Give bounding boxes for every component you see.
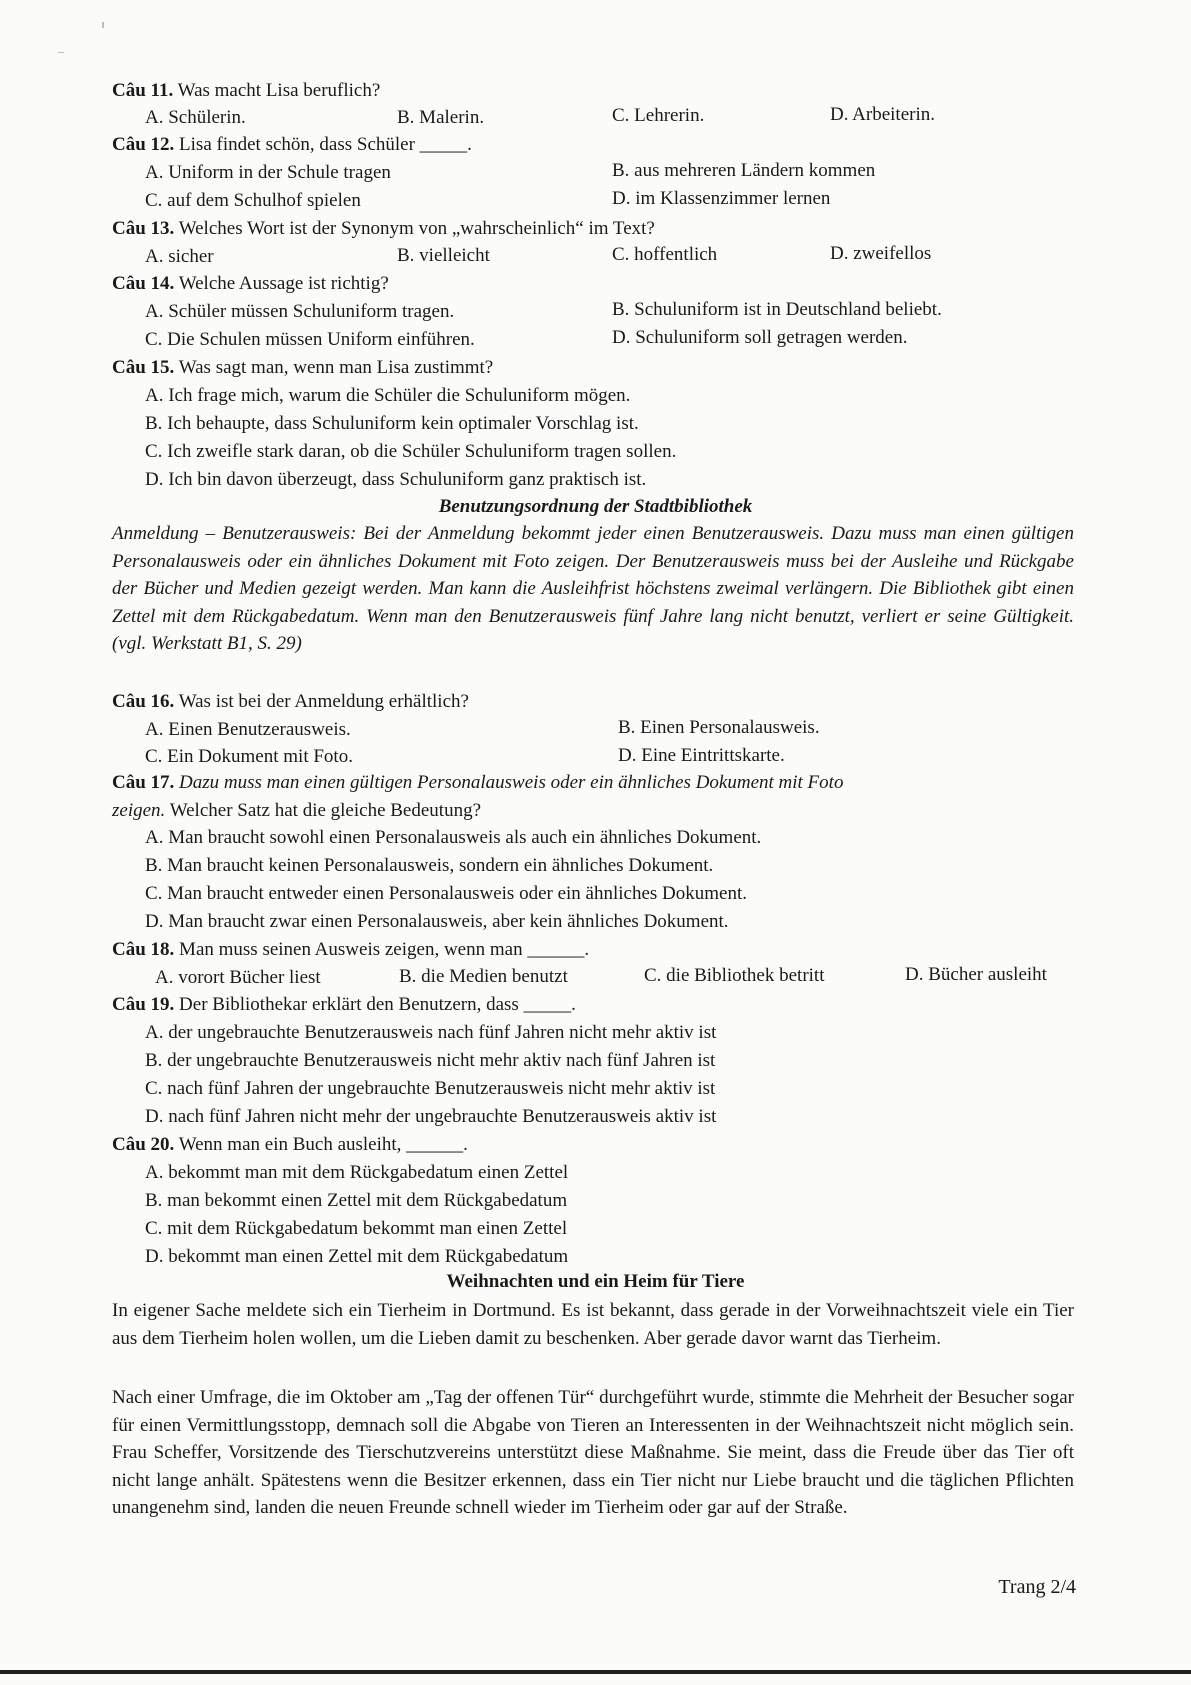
q12-option-d: D. im Klassenzimmer lernen: [612, 188, 831, 209]
scan-mark: [58, 52, 64, 53]
scan-edge: [0, 1670, 1191, 1674]
q12-option-a: A. Uniform in der Schule tragen: [145, 162, 391, 183]
q11-option-b: B. Malerin.: [397, 107, 485, 128]
q14-option-c: C. Die Schulen müssen Uniform einführen.: [145, 329, 475, 350]
q19-option-a: A. der ungebrauchte Benutzerausweis nach fünf Jahren nicht mehr aktiv ist: [145, 1022, 717, 1043]
q15-option-a: A. Ich frage mich, warum die Schüler die Schuluniform mögen.: [145, 385, 631, 406]
q11-option-a: A. Schülerin.: [145, 107, 246, 128]
q13-option-b: B. vielleicht: [397, 245, 490, 266]
q17-option-a: A. Man braucht sowohl einen Personalausweis als auch ein ähnliches Dokument.: [145, 827, 762, 848]
q12-option-c: C. auf dem Schulhof spielen: [145, 190, 361, 211]
q13-option-c: C. hoffentlich: [612, 244, 718, 265]
q20-option-a: A. bekommt man mit dem Rückgabedatum einen Zettel: [145, 1162, 569, 1183]
q18-option-a: A. vorort Bücher liest: [155, 967, 321, 988]
q15-option-b: B. Ich behaupte, dass Schuluniform kein optimaler Vorschlag ist.: [145, 413, 639, 434]
q19-option-b: B. der ungebrauchte Benutzerausweis nicht mehr aktiv nach fünf Jahren ist: [145, 1050, 716, 1071]
q16-option-b: B. Einen Personalausweis.: [618, 717, 820, 738]
q14-option-a: A. Schüler müssen Schuluniform tragen.: [145, 301, 455, 322]
q13-option-a: A. sicher: [145, 246, 214, 267]
question-19: Câu 19. Der Bibliothekar erklärt den Benutzern, dass _____.: [112, 994, 576, 1015]
question-13: Câu 13. Welches Wort ist der Synonym von „wahrscheinlich“ im Text?: [112, 218, 655, 239]
q16-option-a: A. Einen Benutzerausweis.: [145, 719, 351, 740]
question-14: Câu 14. Welche Aussage ist richtig?: [112, 273, 389, 294]
q19-option-c: C. nach fünf Jahren der ungebrauchte Benutzerausweis nicht mehr aktiv ist: [145, 1078, 716, 1099]
q11-option-c: C. Lehrerin.: [612, 105, 705, 126]
page-number: Trang 2/4: [998, 1576, 1076, 1598]
q14-option-b: B. Schuluniform ist in Deutschland beliebt.: [612, 299, 942, 320]
q17-option-b: B. Man braucht keinen Personalausweis, sondern ein ähnliches Dokument.: [145, 855, 714, 876]
passage-animal-shelter-p2: Nach einer Umfrage, die im Oktober am „Tag der offenen Tür“ durchgeführt wurde, stimmte die Mehrheit der Besucher sogar für einen Vermittlungsstopp, demnach soll die Abgabe von Tieren an Interessenten in der Weihnachtszeit nicht möglich sein. Frau Scheffer, Vorsitzende des Tierschutzvereins unterstützt diese Maßnahme. Sie meint, dass die Freude über das Tier oft nicht lange anhält. Spätestens wenn die Besitzer erkennen, dass ein Tier nicht nur Liebe braucht und die täglichen Pflichten unangenehm sind, landen die neuen Freunde schnell wieder im Tierheim oder gar auf der Straße.: [112, 1387, 1074, 1518]
passage-heading-animal-shelter: Weihnachten und ein Heim für Tiere: [446, 1271, 745, 1292]
q17-option-c: C. Man braucht entweder einen Personalausweis oder ein ähnliches Dokument.: [145, 883, 748, 904]
q15-option-d: D. Ich bin davon überzeugt, dass Schuluniform ganz praktisch ist.: [145, 469, 647, 490]
q16-option-d: D. Eine Eintrittskarte.: [618, 745, 785, 766]
question-20: Câu 20. Wenn man ein Buch ausleiht, ______.: [112, 1134, 468, 1155]
q14-option-d: D. Schuluniform soll getragen werden.: [612, 327, 908, 348]
question-15: Câu 15. Was sagt man, wenn man Lisa zustimmt?: [112, 357, 494, 378]
question-11: Câu 11. Was macht Lisa beruflich?: [112, 80, 381, 101]
q18-option-b: B. die Medien benutzt: [399, 966, 568, 987]
question-12: Câu 12. Lisa findet schön, dass Schüler _____.: [112, 134, 472, 155]
q20-option-b: B. man bekommt einen Zettel mit dem Rückgabedatum: [145, 1190, 568, 1211]
q19-option-d: D. nach fünf Jahren nicht mehr der ungebrauchte Benutzerausweis aktiv ist: [145, 1106, 717, 1127]
q16-option-c: C. Ein Dokument mit Foto.: [145, 746, 353, 767]
q20-option-c: C. mit dem Rückgabedatum bekommt man einen Zettel: [145, 1218, 568, 1239]
question-16: Câu 16. Was ist bei der Anmeldung erhältlich?: [112, 691, 469, 712]
q12-option-b: B. aus mehreren Ländern kommen: [612, 160, 876, 181]
q15-option-c: C. Ich zweifle stark daran, ob die Schüler Schuluniform tragen sollen.: [145, 441, 677, 462]
question-17: Câu 17. Dazu muss man einen gültigen Personalausweis oder ein ähnliches Dokument mit Foto: [112, 772, 844, 793]
question-18: Câu 18. Man muss seinen Ausweis zeigen, wenn man ______.: [112, 939, 590, 960]
question-17-cont: zeigen. Welcher Satz hat die gleiche Bedeutung?: [112, 800, 482, 821]
q18-option-c: C. die Bibliothek betritt: [644, 965, 825, 986]
q17-option-d: D. Man braucht zwar einen Personalausweis, aber kein ähnliches Dokument.: [145, 911, 729, 932]
q13-option-d: D. zweifellos: [830, 243, 932, 264]
q18-option-d: D. Bücher ausleiht: [905, 964, 1047, 985]
q20-option-d: D. bekommt man einen Zettel mit dem Rückgabedatum: [145, 1246, 569, 1267]
passage-animal-shelter-p1: In eigener Sache meldete sich ein Tierheim in Dortmund. Es ist bekannt, dass gerade in der Vorweihnachtszeit viele ein Tier aus dem Tierheim holen wollen, um die Lieben damit zu beschenken. Aber gerade davor warnt das Tierheim.: [112, 1300, 1074, 1349]
scan-mark: [102, 22, 104, 28]
q11-option-d: D. Arbeiterin.: [830, 104, 936, 125]
passage-library: Anmeldung – Benutzerausweis: Bei der Anmeldung bekommt jeder einen Benutzerausweis. Dazu muss man einen gültigen Personalausweis oder ein ähnliches Dokument mit Foto zeigen. Der Benutzerausweis muss bei der Ausleihe und Rückgabe der Bücher und Medien gezeigt werden. Man kann die Ausleihfrist höchstens zweimal verlängern. Die Bibliothek gibt einen Zettel mit dem Rückgabedatum. Wenn man den Benutzerausweis fünf Jahre lang nicht benutzt, verliert er seine Gültigkeit. (vgl. Werkstatt B1, S. 29): [112, 523, 1074, 654]
passage-heading-library: Benutzungsordnung der Stadtbibliothek: [438, 496, 753, 517]
